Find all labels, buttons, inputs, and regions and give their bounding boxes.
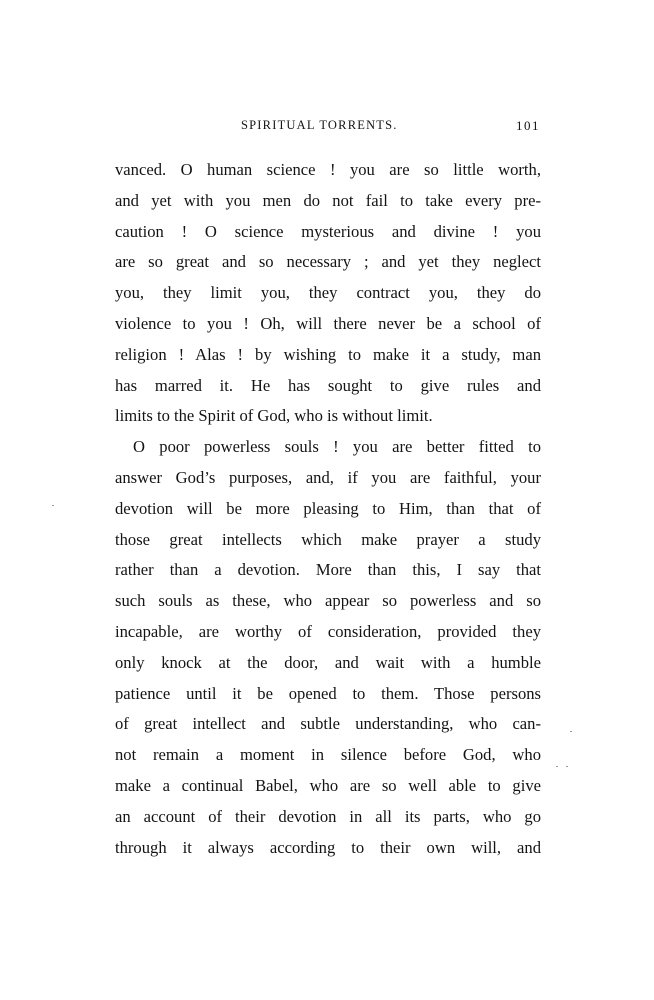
scan-speck: [570, 731, 572, 732]
text-line: only knock at the door, and wait with a humble: [115, 652, 541, 672]
text-line: through it always according to their own will, and: [115, 837, 541, 857]
scan-speck: [556, 766, 558, 767]
text-line: devotion will be more pleasing to Him, than that of: [115, 498, 541, 518]
paragraph-1: [115, 155, 541, 432]
text-line: vanced. O human science ! you are so little worth,: [115, 160, 541, 179]
text-line: answer God’s purposes, and, if you are faithful, your: [115, 467, 541, 487]
text-line: rather than a devotion. More than this, I say that: [115, 560, 541, 580]
scan-speck: [566, 766, 568, 767]
text-line: O poor powerless souls ! you are better fitted to: [133, 437, 541, 457]
running-title: SPIRITUAL TORRENTS.: [241, 118, 398, 132]
body-text: [115, 155, 541, 863]
text-line: caution ! O science mysterious and divine ! you: [115, 221, 541, 241]
text-line: you, they limit you, they contract you, they do: [115, 283, 541, 303]
running-head: [114, 118, 540, 138]
text-line: limits to the Spirit of God, who is without limit.: [115, 406, 433, 426]
text-line: make a continual Babel, who are so well able to give: [115, 775, 541, 795]
text-line: and yet with you men do not fail to take every pre-: [115, 190, 541, 210]
text-line: those great intellects which make prayer a study: [115, 529, 541, 549]
page-number: 101: [516, 118, 540, 133]
text-line: such souls as these, who appear so powerless and so: [115, 591, 541, 611]
text-line: patience until it be opened to them. Those persons: [115, 683, 541, 703]
paragraph-2: [115, 432, 541, 863]
text-line: not remain a moment in silence before God, who: [115, 745, 541, 765]
text-line: are so great and so necessary ; and yet they neglect: [115, 252, 541, 272]
text-line: has marred it. He has sought to give rules and: [115, 375, 541, 395]
text-line: an account of their devotion in all its parts, who go: [115, 806, 541, 826]
text-line: violence to you ! Oh, will there never be a school of: [115, 313, 541, 333]
scan-speck: [52, 505, 54, 506]
text-line: incapable, are worthy of consideration, provided they: [115, 621, 541, 641]
text-line: of great intellect and subtle understanding, who can-: [115, 714, 541, 734]
text-line: religion ! Alas ! by wishing to make it a study, man: [115, 344, 541, 364]
